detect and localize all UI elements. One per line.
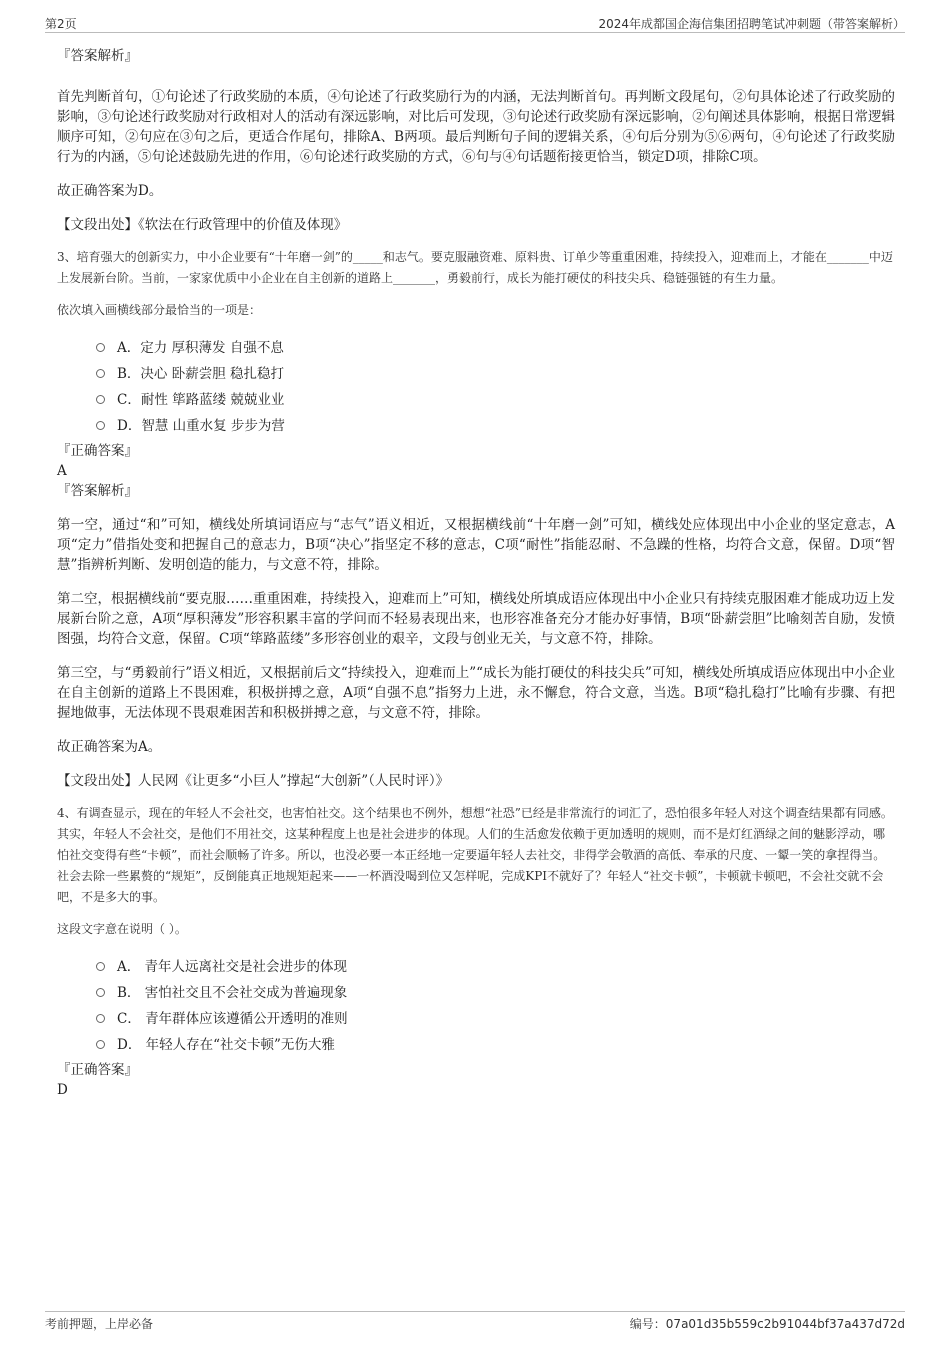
q3-answer: A <box>57 463 67 479</box>
q2-analysis-text: 首先判断首句，①句论述了行政奖励的本质，④句论述了行政奖励行为的内涵，无法判断首句。再判断文段尾句，②句具体论述了行政奖励的影响，③句论述行政奖励对行政相对人的活动有深远影响，对比后可发现，③句论述行政奖励有深远影响，②句阐述具体影响，根据日常逻辑顺序可知，②句应在③句之后，更适合作尾句，排除A、B两项。最后判断句子间的逻辑关系，④句后分别为⑤⑥两句，④句论述了行政奖励行为的内涵，⑤句论述鼓励先进的作用，⑥句论述行政奖励的方式，⑥句与④句话题衔接更恰当，锁定D项，排除C项。 <box>57 89 895 165</box>
q4-stem: 4、有调查显示，现在的年轻人不会社交，也害怕社交。这个结果也不例外，想想“社恐”已经是非常流行的词汇了，恐怕很多年轻人对这个调查结果都有同感。其实，年轻人不会社交，是他们不用社交，这某种程度上也是社会进步的体现。人们的生活愈发依赖于更加透明的规则，而不是灯红酒绿之间的魅影浮动，哪怕社交变得有些“卡顿”，而社会顺畅了许多。所以，也没必要一本正经地一定要逼年轻人去社交，非得学会敬酒的高低、奉承的尺度、一颦一笑的拿捏得当。社会去除一些累赘的“规矩”，反倒能真正地规矩起来——一杯酒没喝到位又怎样呢，完成KPI不就好了？年轻人“社交卡顿”，卡顿就卡顿吧，不会社交就不会吧，不是多大的事。 <box>57 806 893 904</box>
q3-option-d[interactable]: D．智慧 山重水复 步步为营 <box>57 413 895 439</box>
document-title: 2024年成都国企海信集团招聘笔试冲刺题（带答案解析） <box>598 17 905 31</box>
q3-option-b[interactable]: B．决心 卧薪尝胆 稳扎稳打 <box>57 361 895 387</box>
q4-option-c[interactable]: C． 青年群体应该遵循公开透明的准则 <box>57 1006 895 1032</box>
q3-option-a[interactable]: A．定力 厚积薄发 自强不息 <box>57 335 895 361</box>
q4-answer: D <box>57 1082 68 1098</box>
q2-conclusion: 故正确答案为D。 <box>57 183 163 199</box>
q3-conclusion: 故正确答案为A。 <box>57 739 162 755</box>
radio-button-icon[interactable] <box>96 988 105 997</box>
q3-analysis-1: 第一空，通过“和”可知，横线处所填词语应与“志气”语义相近，又根据横线前“十年磨一剑”可知，横线处应体现出中小企业的坚定意志，A项“定力”借指处变和把握自己的意志力，B项“决心”指坚定不移的意志，C项“耐性”指能忍耐、不急躁的性格，均符合文意，保留。D项“智慧”指辨析判断、发明创造的能力，与文意不符，排除。 <box>57 517 895 573</box>
footer-slogan: 考前押题，上岸必备 <box>45 1317 154 1331</box>
radio-button-icon[interactable] <box>96 421 105 430</box>
q3-options <box>57 335 895 439</box>
page-number: 第2页 <box>45 17 77 31</box>
q3-prompt: 依次填入画横线部分最恰当的一项是： <box>57 303 262 317</box>
q3-analysis-3: 第三空，与“勇毅前行”语义相近，又根据前后文“持续投入，迎难而上”“成长为能打硬仗的科技尖兵”可知，横线处所填成语应体现出中小企业在自主创新的道路上不畏困难，积极拼搏之意，A项“自强不息”指努力上进，永不懈怠，符合文意，当选。B项“稳扎稳打”比喻有步骤、有把握地做事，无法体现不畏艰难困苦和积极拼搏之意，与文意不符，排除。 <box>57 665 895 721</box>
q3-stem: 3、培育强大的创新实力，中小企业要有“十年磨一剑”的_____和志气。要克服融资难、原料贵、订单少等重重困难，持续投入，迎难而上，才能在_______中迈上发展新台阶。当前，一家家优质中小企业在自主创新的道路上_______，勇毅前行，成长为能打硬仗的科技尖兵、稳链强链的有生力量。 <box>57 250 893 285</box>
q4-options <box>57 954 895 1058</box>
document-code-value: 07a01d35b559c2b91044bf37a437d72d <box>665 1317 905 1331</box>
page-footer <box>45 1311 905 1334</box>
q3-analysis-label: 『答案解析』 <box>57 483 138 499</box>
radio-button-icon[interactable] <box>96 369 105 378</box>
page-content <box>57 46 895 1100</box>
document-code-label: 编号： <box>629 1317 666 1331</box>
radio-button-icon[interactable] <box>96 343 105 352</box>
q3-source: 【文段出处】人民网《让更多“小巨人”撑起“大创新”（人民时评）》 <box>57 773 450 789</box>
q4-option-b[interactable]: B． 害怕社交且不会社交成为普遍现象 <box>57 980 895 1006</box>
radio-button-icon[interactable] <box>96 1040 105 1049</box>
q4-answer-label: 『正确答案』 <box>57 1062 138 1078</box>
q4-prompt: 这段文字意在说明（ ）。 <box>57 922 187 936</box>
q3-analysis-2: 第二空，根据横线前“要克服……重重困难，持续投入，迎难而上”可知，横线处所填成语应体现出中小企业只有持续克服困难才能成功迈上发展新台阶之意，A项“厚积薄发”形容积累丰富的学问而不轻易表现出来，也形容准备充分才能办好事情，B项“卧薪尝胆”比喻刻苦自励，发愤图强，均符合文意，保留。C项“筚路蓝缕”多形容创业的艰辛，文段与创业无关，与文意不符，排除。 <box>57 591 895 647</box>
q2-analysis-label: 『答案解析』 <box>57 48 138 64</box>
q4-option-d[interactable]: D． 年轻人存在“社交卡顿”无伤大雅 <box>57 1032 895 1058</box>
page-header <box>45 12 905 33</box>
radio-button-icon[interactable] <box>96 395 105 404</box>
document-code <box>630 1315 905 1332</box>
radio-button-icon[interactable] <box>96 962 105 971</box>
q2-source: 【文段出处】《软法在行政管理中的价值及体现》 <box>57 217 348 233</box>
radio-button-icon[interactable] <box>96 1014 105 1023</box>
q3-option-c[interactable]: C．耐性 筚路蓝缕 兢兢业业 <box>57 387 895 413</box>
q4-option-a[interactable]: A． 青年人远离社交是社会进步的体现 <box>57 954 895 980</box>
q3-answer-label: 『正确答案』 <box>57 443 138 459</box>
